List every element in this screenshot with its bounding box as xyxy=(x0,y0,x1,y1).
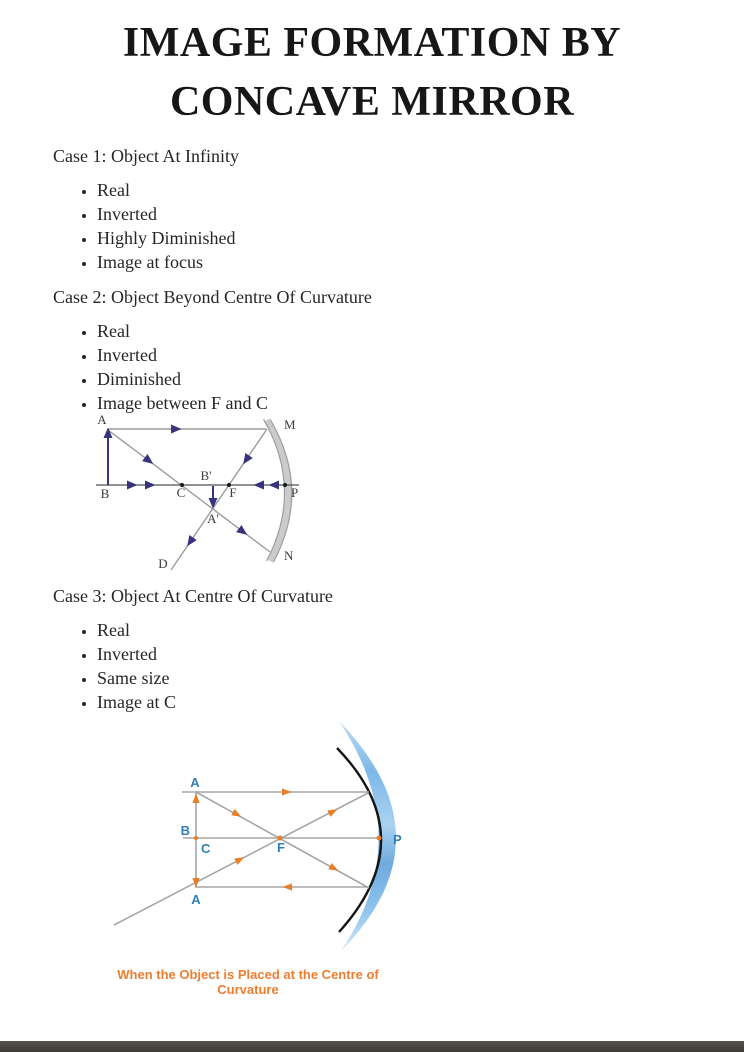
label-c: C xyxy=(201,841,211,856)
light-rays xyxy=(114,791,380,925)
list-item: • Real xyxy=(97,319,268,343)
point-c-dot xyxy=(194,836,198,840)
page-title-line1: IMAGE FORMATION BY xyxy=(122,20,622,66)
label-a-top: A xyxy=(190,775,200,790)
list-item: • Diminished xyxy=(97,367,268,391)
label-b: B xyxy=(100,486,110,501)
label-p: P xyxy=(291,485,299,500)
list-item: • Real xyxy=(97,618,176,642)
label-a-bottom: A xyxy=(191,892,201,907)
label-d: D xyxy=(158,556,168,571)
concave-mirror xyxy=(264,419,292,562)
light-rays xyxy=(108,429,270,570)
list-item: • Highly Diminished xyxy=(97,226,236,250)
label-a: A xyxy=(97,412,107,427)
page-title-line2: CONCAVE MIRROR xyxy=(169,79,575,125)
label-p: P xyxy=(393,832,402,847)
ray-diagram-case-2 xyxy=(90,408,316,578)
arrowheads xyxy=(104,425,280,549)
point-p-dot xyxy=(377,836,382,841)
arrowheads xyxy=(192,788,381,890)
list-item: • Image at focus xyxy=(97,250,236,274)
concave-mirror xyxy=(337,721,396,951)
point-p-dot xyxy=(283,483,287,487)
diagram-caption: When the Object is Placed at the Centre of Curvature xyxy=(117,967,379,997)
list-item: • Same size xyxy=(97,666,176,690)
label-c: C xyxy=(176,485,186,500)
case-3-heading: Case 3: Object At Centre Of Curvature xyxy=(53,586,333,606)
label-f: F xyxy=(229,485,237,500)
page-bottom-edge xyxy=(0,1041,744,1052)
label-b: B xyxy=(180,823,190,838)
list-item: • Inverted xyxy=(97,343,268,367)
case-1-heading: Case 1: Object At Infinity xyxy=(53,146,239,166)
ray-diagram-case-3 xyxy=(100,712,420,960)
list-item: • Image at C xyxy=(97,690,176,714)
case-2-heading: Case 2: Object Beyond Centre Of Curvature xyxy=(53,287,372,307)
label-f: F xyxy=(277,840,285,855)
list-item: • Real xyxy=(97,178,236,202)
label-b-prime: B' xyxy=(200,468,212,483)
label-a-prime: A' xyxy=(207,511,219,526)
case-3-list xyxy=(0,618,176,714)
diagram-labels xyxy=(97,412,298,571)
list-item: • Image between F and C xyxy=(97,391,268,415)
list-item: • Inverted xyxy=(97,642,176,666)
case-1-list xyxy=(0,178,236,274)
list-item: • Inverted xyxy=(97,202,236,226)
page-title xyxy=(0,14,744,132)
case-2-list xyxy=(0,319,268,415)
reflected-ray-through-f xyxy=(171,429,267,570)
label-m: M xyxy=(284,417,296,432)
label-n: N xyxy=(284,548,294,563)
